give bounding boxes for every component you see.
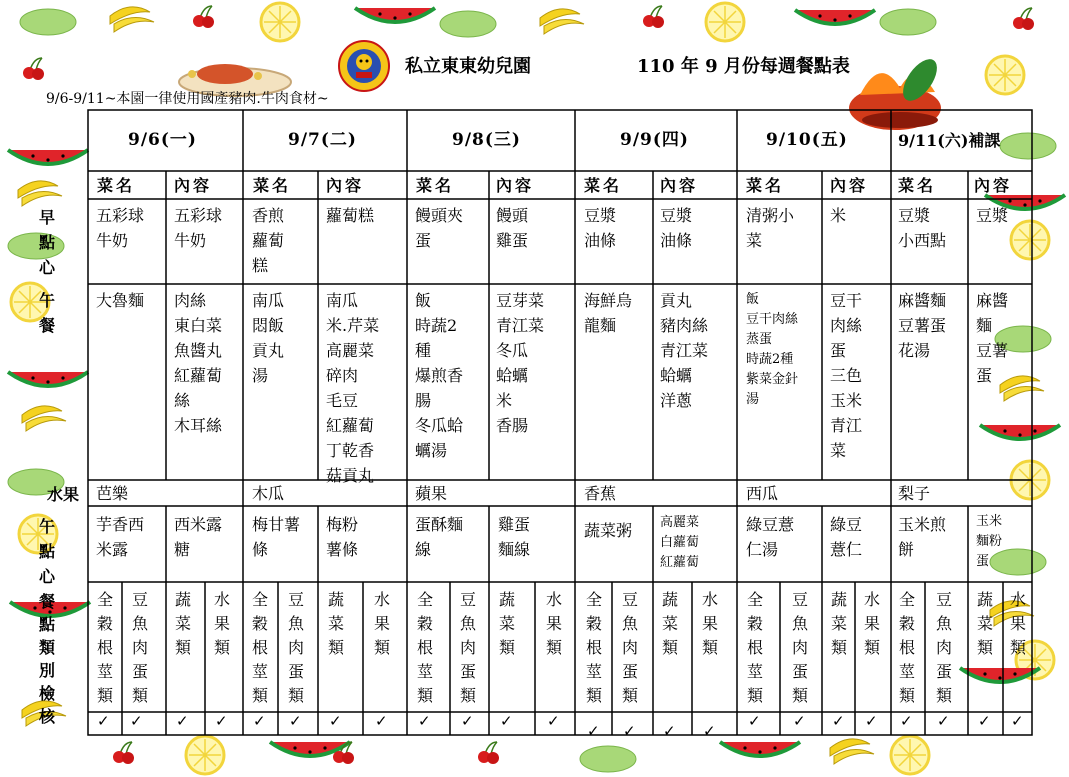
- category-grains: 全 穀 根 莖 類: [585, 590, 602, 705]
- category-fruit: 水 果 類: [545, 590, 562, 657]
- school-name: 私立東東幼兒園: [405, 56, 531, 77]
- lunch-dish-sat: 麻醬麵 豆薯蛋 花湯: [898, 291, 947, 360]
- category-fruit: 水 果 類: [863, 590, 880, 657]
- category-protein: 豆 魚 肉 蛋 類: [791, 590, 808, 705]
- afternoon-content-wed: 雞蛋 麵線: [498, 515, 531, 559]
- afternoon-content-mon: 西米露 糖: [174, 515, 223, 559]
- breakfast-dish-tue: 香煎 蘿蔔 糕: [252, 206, 285, 275]
- lunch-dish-fri: 飯 豆干肉絲 蒸蛋 時蔬2種 紫菜金針 湯: [746, 292, 799, 407]
- lunch-dish-thu: 海鮮烏 龍麵: [584, 291, 633, 335]
- category-fruit: 水 果 類: [1009, 590, 1026, 657]
- check-mark: ✓: [176, 712, 189, 730]
- lunch-content-mon: 肉絲 東白菜 魚醬丸 紅蘿蔔 絲 木耳絲: [174, 291, 223, 435]
- fruit-wed: 蘋果: [415, 484, 448, 503]
- check-mark: ✓: [215, 712, 228, 730]
- breakfast-dish-wed: 饅頭夾 蛋: [415, 206, 464, 250]
- day-header-tue: 9/7(二): [288, 130, 357, 150]
- fruit-mon: 芭樂: [96, 484, 129, 503]
- fruit-thu: 香蕉: [584, 484, 617, 503]
- category-vegetables: 蔬 菜 類: [976, 590, 993, 657]
- category-vegetables: 蔬 菜 類: [661, 590, 678, 657]
- afternoon-dish-tue: 梅甘薯 條: [252, 515, 301, 559]
- afternoon-dish-fri: 綠豆薏 仁湯: [746, 515, 795, 559]
- week-note: 9/6-9/11~本園一律使用國產豬肉.牛肉食材~: [46, 91, 329, 107]
- day-header-wed: 9/8(三): [452, 130, 521, 150]
- category-vegetables: 蔬 菜 類: [830, 590, 847, 657]
- afternoon-dish-wed: 蛋酥麵 線: [415, 515, 464, 559]
- category-protein: 豆 魚 肉 蛋 類: [459, 590, 476, 705]
- fruit-sat: 梨子: [898, 484, 931, 503]
- afternoon-content-fri: 綠豆 薏仁: [830, 515, 863, 559]
- day-header-mon: 9/6(一): [128, 130, 197, 150]
- subheader-dish: 菜名: [898, 176, 937, 195]
- check-mark: ✓: [703, 722, 716, 740]
- check-mark: ✓: [748, 712, 761, 730]
- subheader-content: 內容: [974, 176, 1013, 195]
- subheader-dish: 菜名: [746, 176, 785, 195]
- breakfast-dish-sat: 豆漿 小西點: [898, 206, 947, 250]
- category-fruit: 水 果 類: [701, 590, 718, 657]
- check-mark: ✓: [289, 712, 302, 730]
- afternoon-content-thu: 高麗菜 白蘿蔔 紅蘿蔔: [660, 515, 700, 570]
- breakfast-content-thu: 豆漿 油條: [660, 206, 693, 250]
- afternoon-dish-sat: 玉米煎 餅: [898, 515, 947, 559]
- subheader-dish: 菜名: [253, 176, 292, 195]
- breakfast-content-tue: 蘿蔔糕: [326, 206, 375, 225]
- category-protein: 豆 魚 肉 蛋 類: [287, 590, 304, 705]
- fruit-fri: 西瓜: [746, 484, 779, 503]
- check-mark: ✓: [832, 712, 845, 730]
- check-mark: ✓: [663, 722, 676, 740]
- subheader-dish: 菜名: [97, 176, 136, 195]
- category-protein: 豆 魚 肉 蛋 類: [131, 590, 148, 705]
- row-label-fruit: 水果: [46, 485, 79, 504]
- check-mark: ✓: [253, 712, 266, 730]
- afternoon-dish-thu: 蔬菜粥: [584, 521, 633, 540]
- category-grains: 全 穀 根 莖 類: [416, 590, 433, 705]
- lunch-content-thu: 貢丸 豬肉絲 青江菜 蛤蠣 洋蔥: [660, 291, 709, 410]
- row-label-breakfast: 早 點 心: [38, 208, 55, 277]
- check-mark: ✓: [793, 712, 806, 730]
- subheader-content: 內容: [326, 176, 365, 195]
- breakfast-content-fri: 米: [830, 206, 847, 225]
- check-mark: ✓: [461, 712, 474, 730]
- subheader-content: 內容: [174, 176, 213, 195]
- category-fruit: 水 果 類: [373, 590, 390, 657]
- lunch-content-fri: 豆干 肉絲 蛋 三色 玉米 青江 菜: [830, 291, 863, 460]
- check-mark: ✓: [1011, 712, 1024, 730]
- category-grains: 全 穀 根 莖 類: [746, 590, 763, 705]
- subheader-content: 內容: [830, 176, 869, 195]
- row-label-afternoon: 午 點 心: [38, 517, 55, 586]
- row-label-check: 餐 點 類 別 檢 核: [38, 592, 55, 726]
- category-protein: 豆 魚 肉 蛋 類: [621, 590, 638, 705]
- day-header-sat: 9/11(六)補課: [898, 131, 1001, 150]
- subheader-content: 內容: [660, 176, 699, 195]
- category-fruit: 水 果 類: [213, 590, 230, 657]
- check-mark: ✓: [937, 712, 950, 730]
- day-header-thu: 9/9(四): [620, 130, 689, 150]
- breakfast-dish-thu: 豆漿 油條: [584, 206, 617, 250]
- afternoon-content-tue: 梅粉 薯條: [326, 515, 359, 559]
- lunch-content-sat: 麻醬 麵 豆薯 蛋: [976, 291, 1009, 385]
- lunch-content-tue: 南瓜 米.芹菜 高麗菜 碎肉 毛豆 紅蘿蔔 丁乾香 菇貢丸: [326, 291, 380, 485]
- check-mark: ✓: [418, 712, 431, 730]
- category-protein: 豆 魚 肉 蛋 類: [935, 590, 952, 705]
- check-mark: ✓: [375, 712, 388, 730]
- check-mark: ✓: [329, 712, 342, 730]
- breakfast-content-mon: 五彩球 牛奶: [174, 206, 223, 250]
- check-mark: ✓: [547, 712, 560, 730]
- category-grains: 全 穀 根 莖 類: [96, 590, 113, 705]
- category-vegetables: 蔬 菜 類: [174, 590, 191, 657]
- subheader-dish: 菜名: [416, 176, 455, 195]
- category-grains: 全 穀 根 莖 類: [898, 590, 915, 705]
- category-vegetables: 蔬 菜 類: [327, 590, 344, 657]
- subheader-content: 內容: [496, 176, 535, 195]
- check-mark: ✓: [500, 712, 513, 730]
- day-header-fri: 9/10(五): [766, 130, 848, 150]
- check-mark: ✓: [865, 712, 878, 730]
- afternoon-content-sat: 玉米 麵粉 蛋: [976, 514, 1003, 569]
- breakfast-content-sat: 豆漿: [976, 206, 1009, 225]
- check-mark: ✓: [900, 712, 913, 730]
- row-label-lunch: 午 餐: [38, 291, 55, 335]
- check-mark: ✓: [587, 722, 600, 740]
- menu-title: 110 年 9 月份每週餐點表: [637, 56, 850, 77]
- check-mark: ✓: [623, 722, 636, 740]
- fruit-tue: 木瓜: [252, 484, 285, 503]
- breakfast-content-wed: 饅頭 雞蛋: [496, 206, 529, 250]
- subheader-dish: 菜名: [584, 176, 623, 195]
- lunch-dish-wed: 飯 時蔬2 種 爆煎香 腸 冬瓜蛤 蠣湯: [415, 291, 464, 460]
- afternoon-dish-mon: 芋香西 米露: [96, 515, 145, 559]
- check-mark: ✓: [97, 712, 110, 730]
- breakfast-dish-fri: 清粥小 菜: [746, 206, 795, 250]
- category-vegetables: 蔬 菜 類: [498, 590, 515, 657]
- lunch-content-wed: 豆芽菜 青江菜 冬瓜 蛤蠣 米 香腸: [496, 291, 545, 435]
- lunch-dish-tue: 南瓜 悶飯 貢丸 湯: [252, 291, 285, 385]
- check-mark: ✓: [978, 712, 991, 730]
- category-grains: 全 穀 根 莖 類: [251, 590, 268, 705]
- breakfast-dish-mon: 五彩球 牛奶: [96, 206, 145, 250]
- check-mark: ✓: [130, 712, 143, 730]
- lunch-dish-mon: 大魯麵: [96, 291, 145, 310]
